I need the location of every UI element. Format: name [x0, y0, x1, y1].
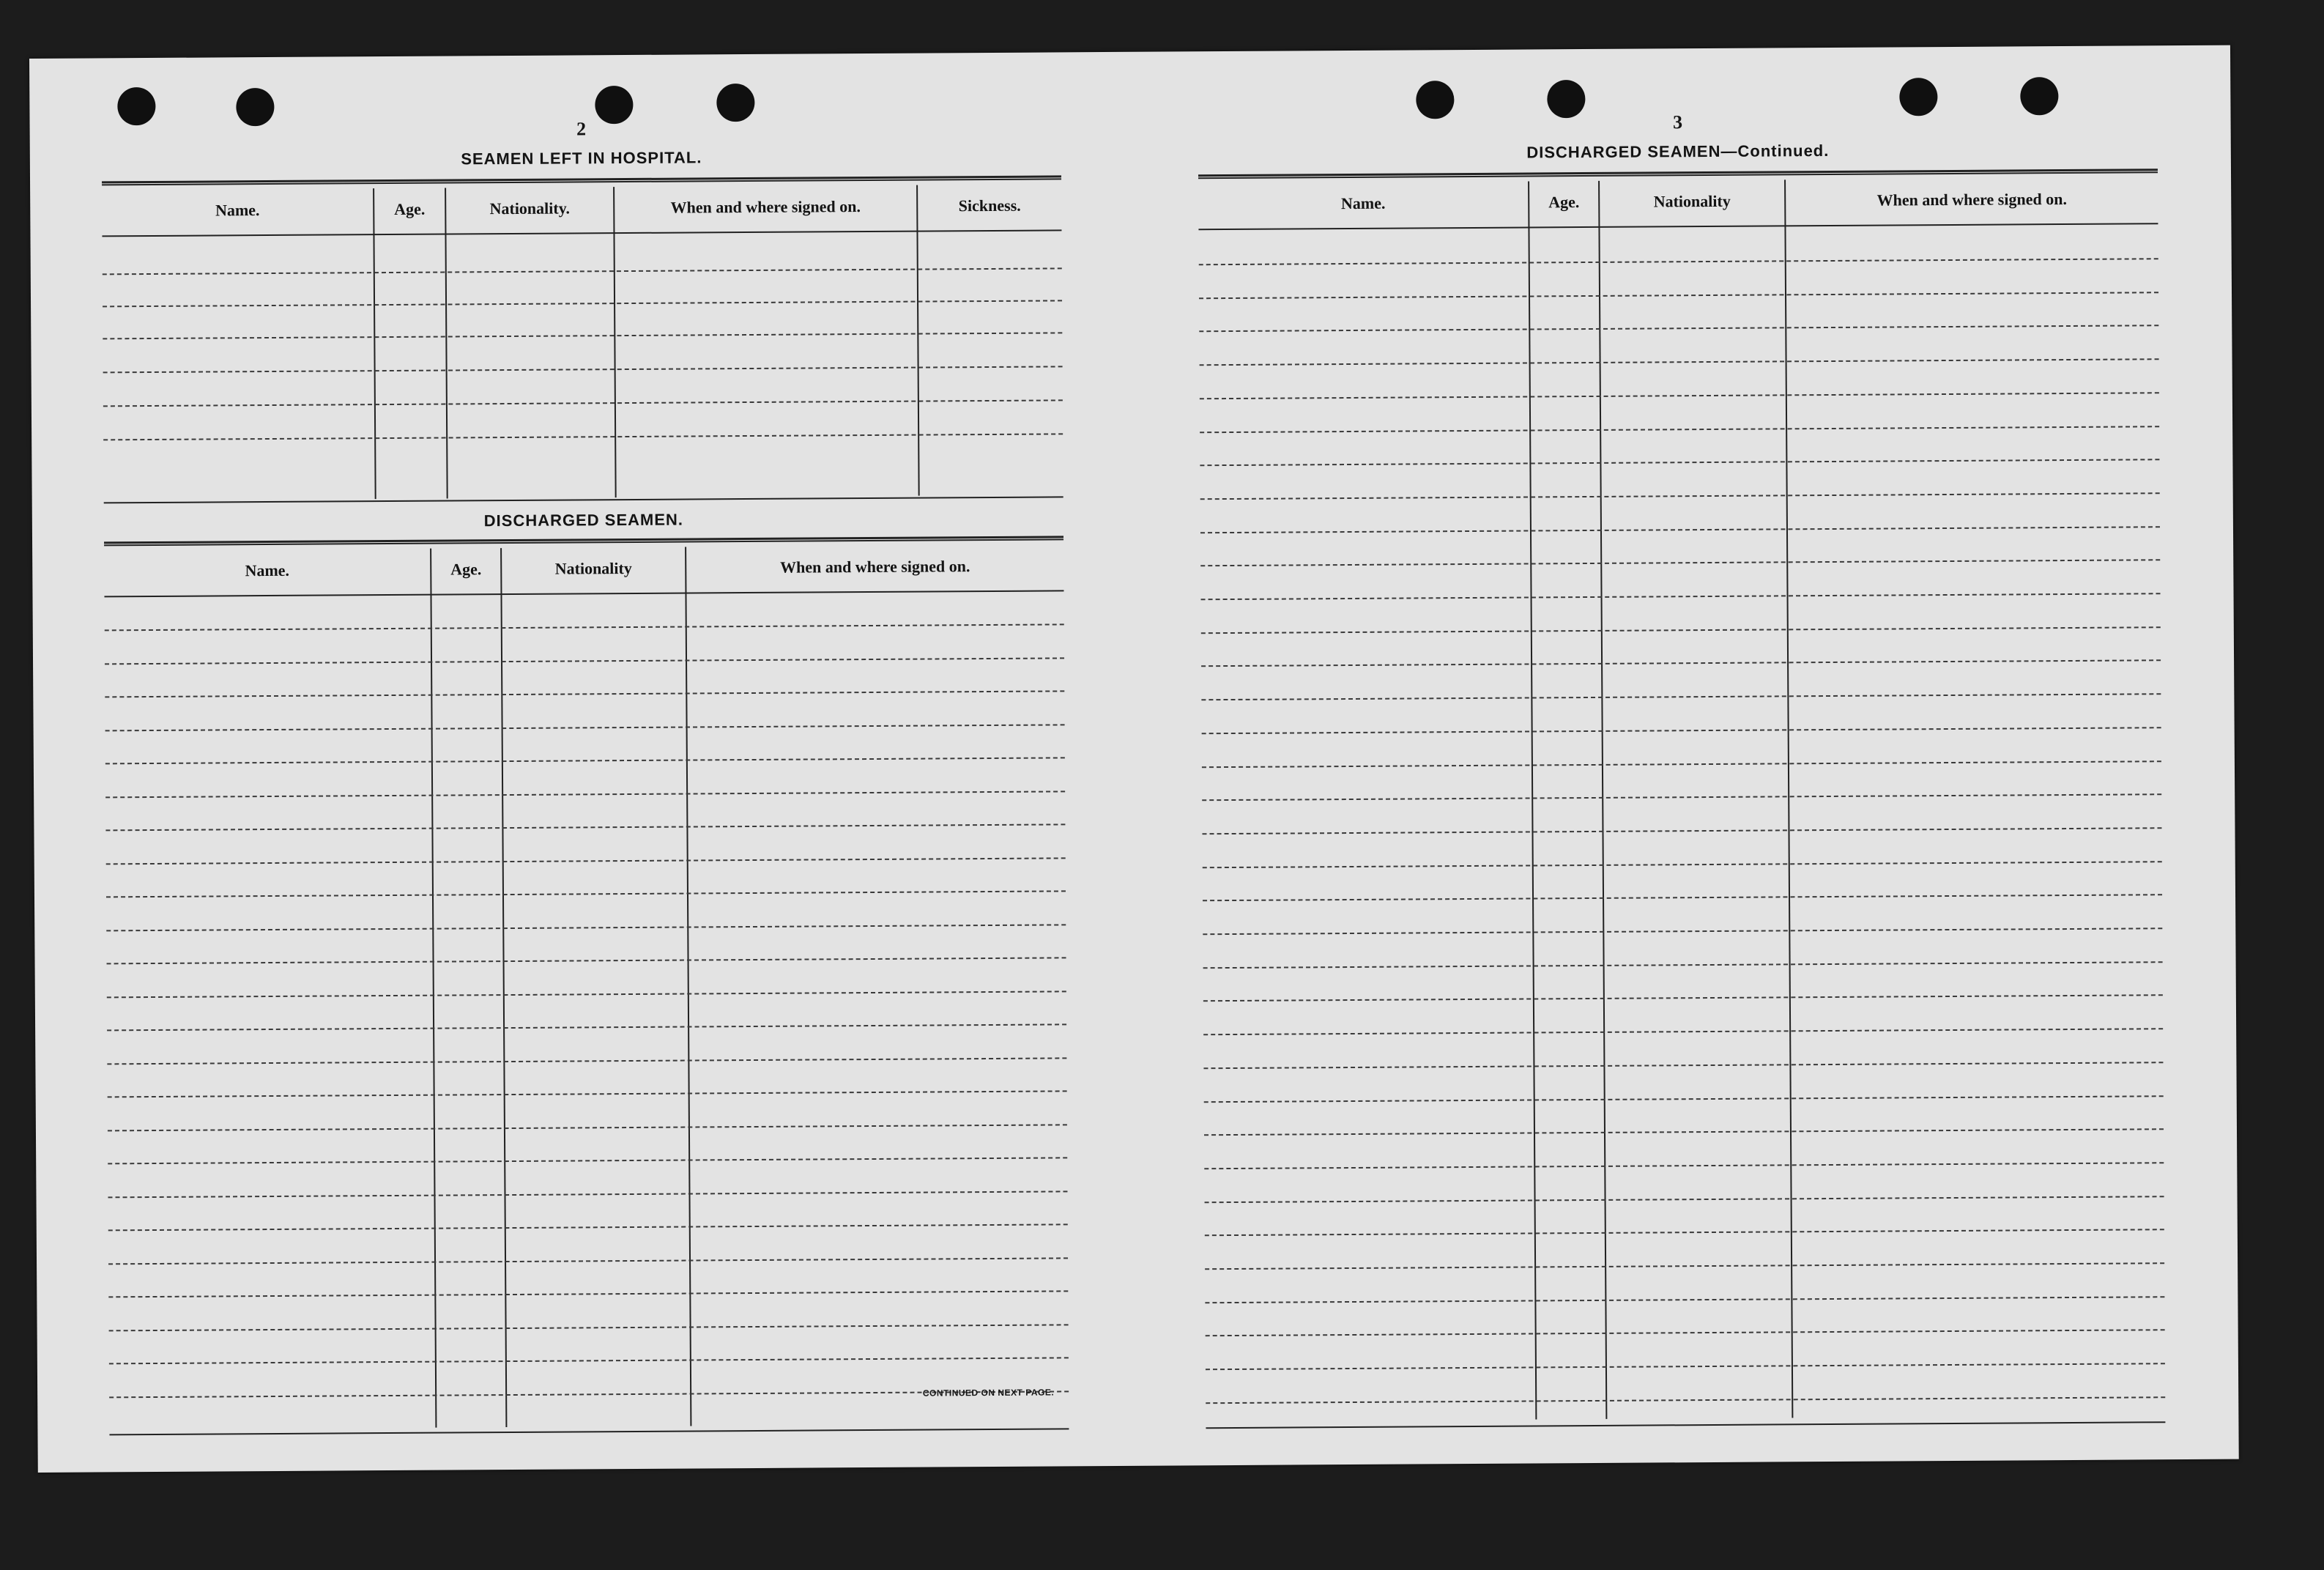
- entry-line: [1206, 1330, 2165, 1337]
- table-bottom-rule: [104, 496, 1063, 503]
- entry-line: [1203, 961, 2163, 969]
- entry-line: [107, 957, 1066, 964]
- entry-line: [1200, 392, 2159, 399]
- entry-line: [1205, 1262, 2164, 1270]
- right-page: [1198, 45, 2157, 213]
- entry-line: [105, 823, 1065, 831]
- entry-line: [108, 1223, 1068, 1231]
- entry-line: [105, 790, 1065, 798]
- entry-line: [109, 1357, 1069, 1364]
- col-header-age: Age.: [450, 560, 482, 579]
- punch-hole-1: [117, 87, 155, 125]
- entry-line: [1200, 358, 2159, 366]
- ledger-sheet: [29, 45, 2239, 1473]
- entry-line: [1200, 560, 2160, 567]
- entry-line: [1199, 258, 2158, 265]
- entry-line: [1203, 927, 2162, 935]
- entry-line: [108, 1090, 1067, 1097]
- entry-line: [1203, 1062, 2163, 1069]
- col-header-name: Name.: [1340, 193, 1386, 213]
- entry-line: [108, 1290, 1068, 1297]
- entry-line: [1204, 1128, 2164, 1136]
- entry-line: [108, 1191, 1067, 1198]
- entry-line: [1203, 861, 2162, 868]
- entry-line: [1206, 1396, 2165, 1404]
- entry-line: [1201, 593, 2161, 600]
- entry-line: [1201, 693, 2161, 700]
- col-header-name: Name.: [215, 201, 260, 220]
- entry-line: [1203, 895, 2162, 902]
- entry-line: [1200, 492, 2160, 500]
- double-rule: [102, 175, 1061, 185]
- entry-line: [1199, 325, 2158, 333]
- col-header-age: Age.: [394, 199, 426, 218]
- entry-line: [1201, 660, 2161, 667]
- entry-line: [1202, 727, 2161, 734]
- entry-line: [105, 657, 1064, 664]
- left-page: [101, 52, 1061, 1399]
- entry-line: [1203, 1028, 2163, 1035]
- discharged-continued-title: DISCHARGED SEAMEN—Continued.: [1526, 141, 1830, 162]
- entry-line: [1204, 1162, 2164, 1169]
- entry-line: [106, 857, 1066, 864]
- entry-line: [107, 1057, 1066, 1064]
- col-header-name: Name.: [245, 560, 290, 580]
- entry-line: [108, 1124, 1067, 1131]
- col-header-age: Age.: [1548, 193, 1580, 212]
- entry-line: [1205, 1196, 2164, 1203]
- col-header-sickness: Sickness.: [958, 196, 1021, 215]
- hospital-table: [102, 184, 1063, 500]
- hospital-section-title: SEAMEN LEFT IN HOSPITAL.: [461, 148, 702, 169]
- punch-hole-4: [716, 84, 754, 122]
- page-number: 2: [576, 118, 587, 140]
- entry-line: [1200, 459, 2159, 466]
- entry-line: [105, 724, 1065, 731]
- double-rule: [104, 536, 1063, 546]
- col-header-signed-on: When and where signed on.: [670, 197, 861, 217]
- entry-line: [1202, 827, 2161, 834]
- entry-line: [106, 924, 1066, 931]
- entry-line: [1203, 995, 2163, 1002]
- col-header-nationality: Nationality.: [489, 199, 571, 218]
- continued-note: CONTINUED ON NEXT PAGE.: [922, 1387, 1055, 1399]
- entry-line: [1199, 292, 2158, 299]
- col-header-signed-on: When and where signed on.: [1876, 190, 2067, 210]
- entry-line: [105, 623, 1064, 631]
- entry-line: [1202, 760, 2161, 768]
- entry-line: [1200, 426, 2159, 433]
- table-bottom-rule: [1206, 1421, 2165, 1429]
- entry-line: [1204, 1095, 2164, 1103]
- col-header-signed-on: When and where signed on.: [779, 557, 970, 577]
- entry-line: [105, 690, 1064, 697]
- entry-line: [108, 1257, 1068, 1264]
- double-rule: [1198, 169, 2158, 179]
- entry-line: [1202, 793, 2161, 801]
- entry-line: [105, 757, 1065, 764]
- entry-line: [1205, 1229, 2164, 1237]
- entry-line: [1200, 526, 2160, 533]
- discharged-section-title: DISCHARGED SEAMEN.: [483, 510, 684, 530]
- entry-line: [1201, 626, 2161, 634]
- entry-line: [108, 1157, 1067, 1164]
- discharged-table: [104, 544, 1069, 1437]
- entry-line: [109, 1324, 1069, 1331]
- discharged-continued-table: [1198, 177, 2165, 1429]
- header-rule: [1198, 223, 2158, 230]
- entry-line: [1206, 1363, 2165, 1370]
- col-header-nationality: Nationality: [554, 558, 632, 578]
- header-rule: [104, 590, 1063, 597]
- entry-line: [107, 1023, 1066, 1031]
- page-number: 3: [1672, 111, 1683, 133]
- col-header-nationality: Nationality: [1653, 191, 1731, 211]
- table-bottom-rule: [109, 1428, 1069, 1435]
- entry-line: [106, 890, 1066, 897]
- entry-line: [1205, 1296, 2164, 1303]
- entry-line: [107, 990, 1066, 998]
